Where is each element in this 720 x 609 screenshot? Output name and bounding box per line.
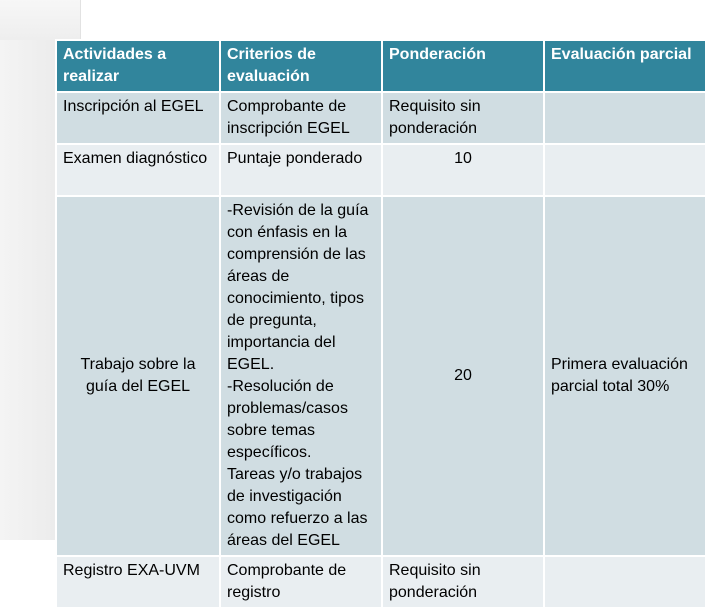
cell-partial bbox=[544, 92, 706, 144]
cell-weight: Requisito sin ponderación bbox=[382, 556, 544, 608]
cell-activity: Registro EXA-UVM bbox=[56, 556, 220, 608]
slide-decoration-left bbox=[0, 0, 55, 540]
cell-criteria: Puntaje ponderado bbox=[220, 144, 382, 196]
cell-partial bbox=[544, 144, 706, 196]
cell-weight: Requisito sin ponderación bbox=[382, 92, 544, 144]
table-row bbox=[56, 144, 706, 196]
header-criteria: Criterios de evaluación bbox=[220, 40, 382, 92]
header-weight: Ponderación bbox=[382, 40, 544, 92]
table-row bbox=[56, 196, 706, 556]
table-row bbox=[56, 556, 706, 608]
cell-activity: Trabajo sobre la guía del EGEL bbox=[56, 196, 220, 556]
cell-criteria: -Revisión de la guía con énfasis en la comprensión de las áreas de conocimiento, tipos de pregunta, importancia del EGEL. -Resolución de problemas/casos sobre temas específicos. Tareas y/o trabajos de investigación como refuerzo a las áreas del EGEL bbox=[220, 196, 382, 556]
table-header-row bbox=[56, 40, 706, 92]
slide-decoration-top bbox=[0, 0, 81, 40]
evaluation-table bbox=[55, 39, 707, 609]
cell-partial bbox=[544, 556, 706, 608]
header-partial: Evaluación parcial bbox=[544, 40, 706, 92]
table-row bbox=[56, 92, 706, 144]
cell-weight: 20 bbox=[382, 196, 544, 556]
cell-activity: Examen diagnóstico bbox=[56, 144, 220, 196]
cell-criteria: Comprobante de inscripción EGEL bbox=[220, 92, 382, 144]
cell-partial: Primera evaluación parcial total 30% bbox=[544, 196, 706, 556]
header-activities: Actividades a realizar bbox=[56, 40, 220, 92]
cell-weight: 10 bbox=[382, 144, 544, 196]
cell-activity: Inscripción al EGEL bbox=[56, 92, 220, 144]
cell-criteria: Comprobante de registro bbox=[220, 556, 382, 608]
